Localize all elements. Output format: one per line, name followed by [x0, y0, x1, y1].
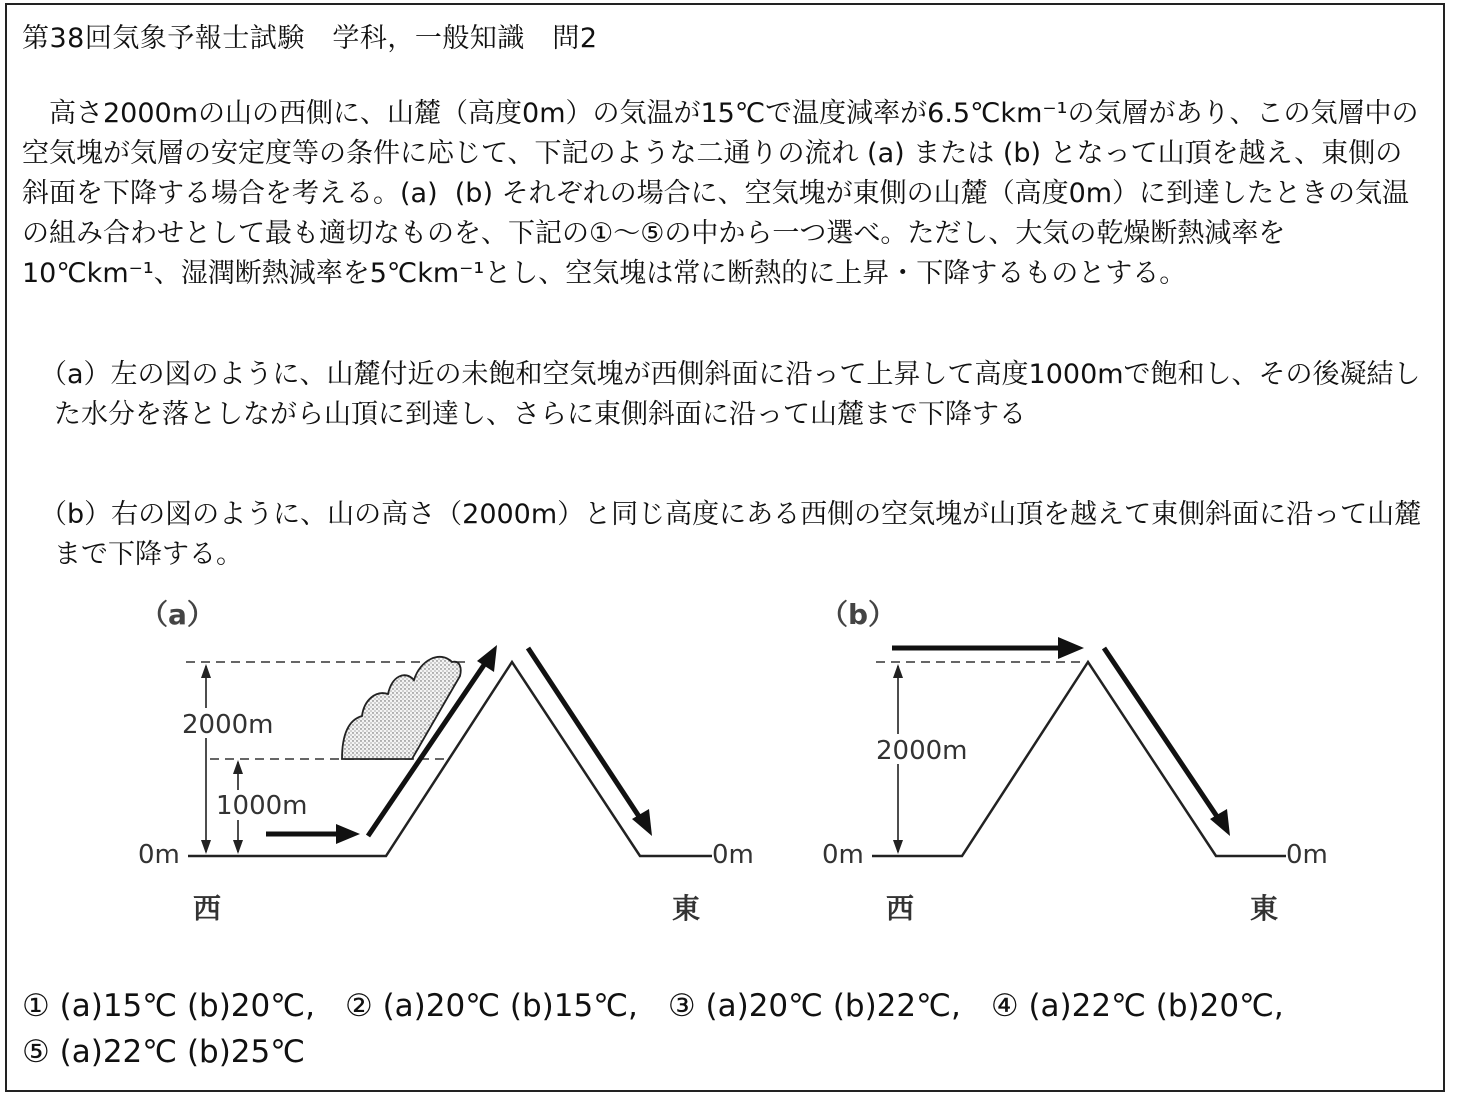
answer-choices	[22, 983, 1422, 1075]
zero-label-left-b: 0m	[822, 840, 864, 870]
west-label-a: 西	[193, 892, 222, 925]
case-a-description: （a）左の図のように、山麓付近の未飽和空気塊が西側斜面に沿って上昇して高度1000mで飽和し、その後凝結した水分を落としながら山頂に到達し、さらに東側斜面に沿って山麓まで下降する	[40, 359, 1421, 430]
diagram-a	[138, 598, 754, 925]
height-label-1000-a: 1000m	[216, 791, 308, 821]
east-label-a: 東	[672, 892, 701, 925]
diagram-b-label: （b）	[820, 598, 897, 631]
arrowhead-2000-bottom-a	[201, 840, 211, 854]
question-title: 第38回気象予報士試験 学科，一般知識 問2	[22, 23, 598, 54]
west-label-b: 西	[886, 892, 915, 925]
choice-5[interactable]: ⑤ (a)22℃ (b)25℃	[22, 1034, 306, 1070]
arrowhead-1000-top-a	[233, 760, 243, 774]
choice-3[interactable]: ③ (a)20℃ (b)22℃,	[667, 988, 961, 1024]
flow-arrow-downslope-a	[528, 648, 640, 818]
arrowhead-1000-bottom-a	[233, 840, 243, 854]
question-intro: 高さ2000mの山の西側に、山麓（高度0m）の気温が15℃で温度減率が6.5℃km⁻¹の気層があり、この気層中の空気塊が気層の安定度等の条件に応じて、下記のような二通りの流れ (a) または (b) となって山頂を越え、東側の斜面を下降する場合を考える。(a) (b) それぞれの場合に、空気塊が東側の山麓（高度0m）に到達したときの気温の組み合わせとして最も適切なものを、下記の①～⑤の中から一つ選べ。ただし、大気の乾燥断熱減率を10℃km⁻¹、湿潤断熱減率を5℃km⁻¹とし、空気塊は常に断熱的に上昇・下降するものとする。	[22, 98, 1419, 289]
choice-2[interactable]: ② (a)20℃ (b)15℃,	[344, 988, 638, 1024]
diagram-b	[820, 598, 1328, 925]
cloud-icon	[342, 657, 461, 759]
zero-label-left-a: 0m	[138, 840, 180, 870]
case-b-description: （b）右の図のように、山の高さ（2000m）と同じ高度にある西側の空気塊が山頂を越えて東側斜面に沿って山麓まで下降する。	[40, 499, 1422, 570]
arrowhead-2000-top-b	[893, 664, 903, 678]
flow-arrowhead-top-b	[1058, 637, 1084, 659]
zero-label-right-b: 0m	[1286, 840, 1328, 870]
height-label-2000-a: 2000m	[182, 710, 274, 740]
flow-arrow-downslope-b	[1104, 648, 1218, 818]
height-label-2000-b: 2000m	[876, 736, 968, 766]
arrowhead-2000-top-a	[201, 664, 211, 678]
choice-4[interactable]: ④ (a)22℃ (b)20℃,	[990, 988, 1284, 1024]
mountain-diagrams	[0, 590, 1458, 930]
diagram-a-label: （a）	[140, 598, 215, 631]
flow-arrowhead-west-a	[336, 824, 360, 844]
zero-label-right-a: 0m	[712, 840, 754, 870]
choice-1[interactable]: ① (a)15℃ (b)20℃,	[22, 988, 315, 1024]
east-label-b: 東	[1250, 892, 1279, 925]
arrowhead-2000-bottom-b	[893, 840, 903, 854]
